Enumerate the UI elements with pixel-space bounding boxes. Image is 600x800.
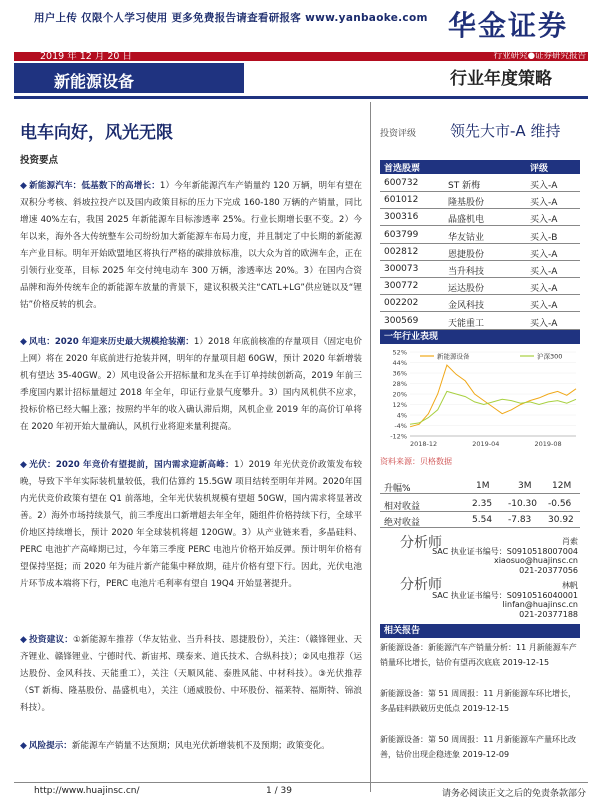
stock-code: 300772 xyxy=(384,281,419,292)
related-report[interactable]: 新能源设备：第 50 周周报：11 月新能源车产量环比改善，钴价出现企稳迹象 2019-12-09 xyxy=(380,735,576,759)
y-tick-label: -4% xyxy=(394,422,407,430)
perf-1m: 2.35 xyxy=(472,499,493,509)
paragraph-lead: 光伏：2020 年竞价有望提前，国内需求迎新高峰： xyxy=(29,460,234,470)
legend-label: 沪深300 xyxy=(537,352,563,361)
analyst-phone: 021-20377056 xyxy=(519,566,578,575)
paragraph-ev xyxy=(20,178,362,314)
series-line xyxy=(410,365,576,427)
stock-rating: 买入-A xyxy=(530,284,558,295)
stock-rating: 买入-A xyxy=(530,267,558,277)
perf-label: 绝对收益 xyxy=(384,518,421,528)
diamond-icon: ◆ xyxy=(20,181,28,191)
stock-code: 002202 xyxy=(384,298,419,309)
stock-code: 002812 xyxy=(384,246,419,257)
perf-header-3m: 3M xyxy=(518,481,532,491)
paragraph-risk xyxy=(20,738,362,755)
perf-header-row xyxy=(380,478,580,494)
stock-name: 当升科技 xyxy=(448,267,485,277)
y-tick-label: -12% xyxy=(390,432,407,441)
stock-code: 601012 xyxy=(384,195,419,206)
report-date: 2019 年 12 月 20 日 xyxy=(40,51,132,62)
series-line xyxy=(410,391,576,424)
rating-value: 领先大市-A 维持 xyxy=(450,122,561,140)
stock-name: 恩捷股份 xyxy=(448,249,485,260)
sector-label: 新能源设备 xyxy=(14,63,244,93)
perf-header-label: 升幅% xyxy=(384,484,411,494)
paragraph-text: ①新能源车推荐（华友钴业、当升科技、恩捷股份），关注：（赣锋锂业、天齐锂业、赣锋锂业、宁德时代、新宙邦、璞泰来、道氏技术、合纵科技）；②风电推荐（运达股份、金风科技、天能重工），关注（天顺风能、泰胜风能、中材科技）。③光伏推荐（ST 新梅、隆基股份、晶盛机电），关注（通威股份、中环股份、福莱特、福斯特、锦浪科技）。 xyxy=(20,635,362,713)
diamond-icon: ◆ xyxy=(20,635,28,645)
perf-label: 相对收益 xyxy=(384,502,421,512)
related-report[interactable]: 新能源设备：第 51 周周报：11 月新能源车环比增长，多晶硅料跌破历史低点 2019-12-15 xyxy=(380,689,576,713)
stock-row xyxy=(380,261,580,278)
paragraph-lead: 风电：2020 年迎来历史最大规模抢装潮： xyxy=(28,337,194,347)
perf-header-12m: 12M xyxy=(552,481,572,491)
paragraph-wind xyxy=(20,334,362,436)
y-tick-label: 52% xyxy=(392,348,407,357)
perf-3m: -7.83 xyxy=(508,515,532,525)
stock-name: 隆基股份 xyxy=(448,198,485,209)
related-header: 相关报告 xyxy=(380,624,580,638)
y-tick-label: 44% xyxy=(392,359,407,367)
analyst-name: 肖索 xyxy=(562,537,578,546)
perf-row-absolute xyxy=(380,512,580,528)
y-tick-label: 28% xyxy=(392,380,407,388)
x-tick-label: 2018-12 xyxy=(410,440,438,448)
analyst-cert: SAC 执业证书编号：S0910516040001 xyxy=(432,591,578,600)
stock-name: 运达股份 xyxy=(448,284,485,295)
footer-rule xyxy=(14,782,588,783)
stock-name: 华友钴业 xyxy=(448,232,485,243)
diamond-icon: ◆ xyxy=(20,741,27,751)
related-report[interactable]: 新能源设备：新能源汽车产销量分析：11 月新能源车产销量环比增长，钴价有望再次底底 2019-12-15 xyxy=(380,643,577,667)
paragraph-advice xyxy=(20,632,362,717)
header-rule xyxy=(14,96,588,99)
section-label: 投资要点 xyxy=(20,155,59,166)
y-tick-label: 36% xyxy=(392,369,407,378)
stock-code: 603799 xyxy=(384,229,419,240)
perf-12m: 30.92 xyxy=(548,515,574,525)
analyst-cert: SAC 执业证书编号：S0910518007004 xyxy=(432,547,578,556)
report-title: 电车向好，风光无限 xyxy=(20,123,173,143)
stocks-header-rating: 评级 xyxy=(530,164,549,174)
stock-name: ST 新梅 xyxy=(448,181,481,191)
stock-name: 天能重工 xyxy=(448,318,485,329)
perf-12m: -0.56 xyxy=(548,499,572,509)
diamond-icon: ◆ xyxy=(20,460,28,470)
stock-rating: 买入-A xyxy=(530,301,558,312)
paragraph-lead: 投资建议： xyxy=(29,635,74,645)
perf-section-header: 一年行业表现 xyxy=(380,330,580,344)
stock-code: 600732 xyxy=(384,178,419,188)
column-divider xyxy=(370,102,371,792)
y-tick-label: 20% xyxy=(392,390,407,399)
report-type: 行业年度策略 xyxy=(450,69,552,89)
paragraph-text: 1）2019 年光伏竞价政策发布较晚，导致下半年实际装机量较低，我们估算约 15.5GW 项目结转至明年并网。2020年国内光伏竞价政策有望在 Q1 前落地，全年光伏装机规模有望超 50GW，国内需求将显著改善。2）海外市场持续景气，前三季度出口新增超去年全年，随组件价格持续下行，全球平价地区持续增长，预计 2020 年全球装机将超 120GW。3）从产业链来看，多晶硅料、PERC 电池扩产高峰期已过，今年第三季度 PERC 电池片价格开始反弹。预计明年价格有望保持坚挺；而 2020 年为硅片新产能集中释放期，硅片价格有望下行。因此，光伏电池片环节成本端将下行，PERC 电池片毛利率有望自 19Q4 开始显著提升。 xyxy=(20,460,362,589)
stock-row xyxy=(380,313,580,330)
stock-row xyxy=(380,192,580,209)
diamond-icon: ◆ xyxy=(20,337,27,347)
stock-rating: 买入-A xyxy=(530,181,558,191)
footer-disclaimer: 请务必阅读正文之后的免责条款部分 xyxy=(441,789,586,799)
chart-source: 资料来源：贝格数据 xyxy=(380,457,452,466)
analyst-title: 分析师 xyxy=(400,535,442,551)
analyst-2 xyxy=(380,574,580,624)
stock-name: 晶盛机电 xyxy=(448,215,485,226)
stock-rating: 买入-A xyxy=(530,318,558,329)
analyst-title: 分析师 xyxy=(400,577,442,593)
rating-label: 投资评级 xyxy=(380,129,417,139)
y-tick-label: 4% xyxy=(396,411,407,420)
paragraph-text: 1）2018 年底前核准的存量项目（固定电价上网）将在 2020 年底前进行抢装并网，明年的存量项目超 60GW，预计 2020 年新增装机有望达 35-40GW。2）风电设备公开招标量和龙头在手订单持续创新高，2019 年前三季度国内累计招标量超过 2018 年全年，印证行业景气度攀升。3）国内风机供不应求，投标价格已经大幅上涨；按照约半年的收入确认滞后期，风机企业 2019 年的高价订单将在 2020 年初开始大量确认，风机行业将迎来量利提高。 xyxy=(20,337,362,432)
analyst-name: 林帆 xyxy=(562,581,578,590)
analyst-email[interactable]: xiaosuo@huajinsc.cn xyxy=(493,556,578,565)
stock-row xyxy=(380,278,580,295)
tagline: 行业研究●证券研究报告 xyxy=(493,51,586,61)
brand-logo: 华金证券 xyxy=(447,9,568,42)
upload-note: 用户上传 仅限个人学习使用 更多免费报告请查看研报客 www.yanbaoke.com xyxy=(34,12,428,24)
stock-row xyxy=(380,295,580,312)
perf-header-1m: 1M xyxy=(476,481,490,491)
industry-performance-chart xyxy=(380,346,580,451)
perf-row-relative xyxy=(380,496,580,512)
y-tick-label: 12% xyxy=(392,401,407,409)
stock-row xyxy=(380,209,580,226)
stock-name: 金风科技 xyxy=(448,301,485,312)
analyst-email[interactable]: linfan@huajinsc.cn xyxy=(502,600,578,609)
stock-code: 300316 xyxy=(384,212,419,223)
stock-code: 300569 xyxy=(384,315,419,326)
stocks-header-name: 首选股票 xyxy=(384,164,421,174)
legend-label: 新能源设备 xyxy=(437,352,470,361)
stock-rating: 买入-A xyxy=(530,198,558,209)
analyst-1 xyxy=(380,532,580,575)
stock-rating: 买入-A xyxy=(530,249,558,260)
paragraph-solar xyxy=(20,457,362,593)
perf-3m: -10.30 xyxy=(508,499,538,509)
stock-row xyxy=(380,175,580,192)
stock-code: 300073 xyxy=(384,264,419,274)
perf-1m: 5.54 xyxy=(472,515,493,525)
x-tick-label: 2019-08 xyxy=(534,440,562,448)
stock-rating: 买入-A xyxy=(530,215,558,226)
page-number: 1 / 39 xyxy=(266,786,292,796)
paragraph-lead: 风险提示： xyxy=(28,741,72,751)
analyst-phone: 021-20377188 xyxy=(519,610,578,619)
paragraph-lead: 新能源汽车：低基数下的高增长： xyxy=(29,181,160,191)
stock-row xyxy=(380,227,580,244)
paragraph-text: 1）今年新能源汽车产销量约 120 万辆，明年有望在双积分考核、斜坡拉投产以及国内政策目标的压力下完成 160-180 万辆的产销量，同比增速 40%左右，我国 2025 年新能源车目标渗透率 25%。行业长期增长驱不变。2）今年以来，海外各大传统整车公司纷纷加大新能源车布局力度，并且制定了中长期的新能源车产业目标。明年开始欧盟地区将执行严格的碳排放标准，以大众为首的欧洲车企，正在引领行业变革，目标 2025 年交付纯电动车 300 万辆，渗透率达 20%。3）在国内合资品牌和海外传统车企的新能源车放量的背景下，建议积极关注“CATL+LG”供应链以及“锂钴”价格反转的机会。 xyxy=(20,181,362,310)
footer-url[interactable]: http://www.huajinsc.cn/ xyxy=(34,786,140,796)
stocks-header xyxy=(380,160,580,174)
stock-rating: 买入-B xyxy=(530,232,558,243)
paragraph-text: 新能源车产销量不达预期；风电光伏新增装机不及预期；政策变化。 xyxy=(71,741,330,751)
x-tick-label: 2019-04 xyxy=(472,440,500,448)
stock-row xyxy=(380,244,580,261)
